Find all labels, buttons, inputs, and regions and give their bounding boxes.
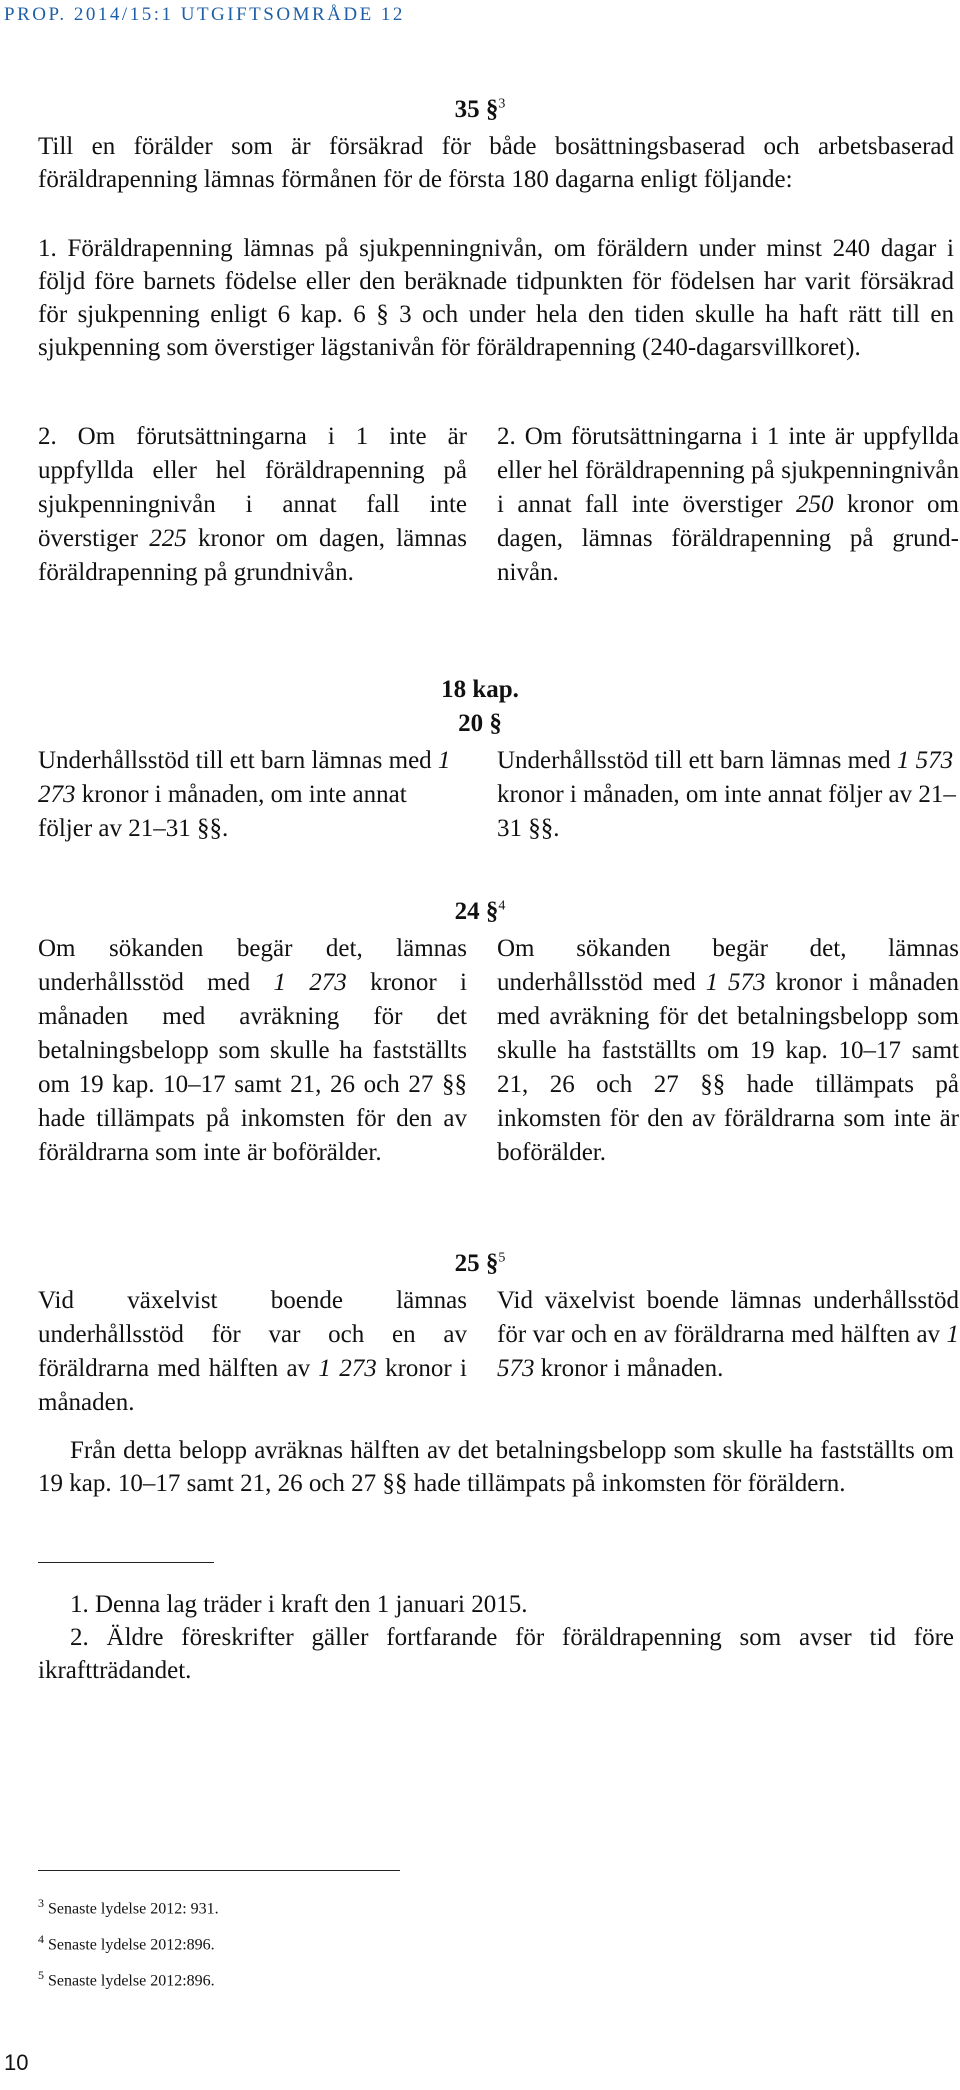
section-25-label: 25 § <box>454 1250 499 1277</box>
section-heading-35 <box>0 96 960 124</box>
footnote-5-num: 5 <box>38 1968 44 1982</box>
new-wording-25 <box>497 1284 959 1386</box>
footnote-ref-4: 4 <box>498 898 506 914</box>
item1-text: 1. Föräldrapenning lämnas på sjukpenningnivån, om föräldern under minst 240 dagar i följd före barnets födelse eller den beräknade tidpunkten för födelsen har varit försäkrad för sjukpenning enligt 6 kap. 6 § 3 och under hela den tiden skulle ha haft rätt till en sjukpenning som överstiger lägstanivån för föräldrapenning (240-dagarsvillkoret). <box>38 235 954 361</box>
new-item2-text-b: kronor om dagen, lämnas föräldrapenning på grundnivån. <box>497 491 959 586</box>
old-24-text-b: kronor i månaden med avräkning för det betalningsbelopp som skulle ha fastställts om 19 kap. 10–17 samt 21, 26 och 27 §§ hade tillämpats på inkomsten för den av föräldrarna som inte är boförälder. <box>38 969 467 1166</box>
old-20-text-b: kronor i månaden, om inte annat följer av 21–31 §§. <box>38 781 407 842</box>
new-wording-20 <box>497 744 959 846</box>
running-header: PROP. 2014/15:1 UTGIFTSOMRÅDE 12 <box>4 4 405 25</box>
old-20-amount: 1 273 <box>38 747 451 808</box>
new-24-amount: 1 573 <box>705 969 766 996</box>
new-25-text-a: Vid växelvist boende lämnas underhållsstöd för var och en av föräldrarna med hälften av <box>497 1287 959 1348</box>
old-wording-20 <box>38 744 467 846</box>
section-heading-25 <box>0 1250 960 1278</box>
transition-provisions <box>38 1588 954 1687</box>
section-35-intro <box>38 130 954 196</box>
new-wording-35-item2 <box>497 420 959 590</box>
section-heading-24 <box>0 898 960 926</box>
new-24-text-b: kronor i månaden med avräkning för det betalningsbelopp som skulle ha fastställts om 19 kap. 10–17 samt 21, 26 och 27 §§ hade tillämpats på inkomsten för den av föräldrarna som inte är boförälder. <box>497 969 959 1166</box>
old-25-amount: 1 273 <box>318 1355 377 1382</box>
footnote-ref-3: 3 <box>498 96 506 112</box>
old-24-amount: 1 273 <box>273 969 347 996</box>
new-20-text-b: kronor i månaden, om inte annat följer av 21–31 §§. <box>497 781 956 842</box>
old-amount-225: 225 <box>149 525 187 552</box>
footnote-3-num: 3 <box>38 1896 44 1910</box>
transition-divider <box>38 1562 214 1563</box>
new-amount-250: 250 <box>796 491 834 518</box>
section-25-common <box>38 1434 954 1500</box>
section-35-label: 35 § <box>454 96 499 123</box>
old-wording-24 <box>38 932 467 1170</box>
chapter-18-heading: 18 kap. <box>441 676 519 703</box>
old-item2-text-b: kronor om dagen, lämnas föräldrapenning på grundnivån. <box>38 525 467 586</box>
footnote-divider <box>38 1870 400 1871</box>
common-text: Från detta belopp avräknas hälften av det betalningsbelopp som skulle ha fastställts om 19 kap. 10–17 samt 21, 26 och 27 §§ hade tillämpats på inkomsten för föräldern. <box>38 1437 954 1497</box>
new-wording-24 <box>497 932 959 1170</box>
old-item2-text-a: 2. Om förutsättningarna i 1 inte är uppfyllda eller hel föräldrapenning på sjukpenningnivån i annat fall inte överstiger <box>38 423 467 552</box>
intro-text: Till en förälder som är försäkrad för både bosättningsbaserad och arbetsbaserad föräldrapenning lämnas förmånen för de första 180 dagarna enligt följande: <box>38 133 954 193</box>
old-25-text-b: kronor i månaden. <box>38 1355 467 1416</box>
old-wording-35-item2 <box>38 420 467 590</box>
transition-1: 1. Denna lag träder i kraft den 1 januari 2015. <box>70 1591 528 1618</box>
new-24-text-a: Om sökanden begär det, lämnas underhållsstöd med <box>497 935 959 996</box>
footnote-5-text: Senaste lydelse 2012:896. <box>48 1972 215 1990</box>
footnote-4-text: Senaste lydelse 2012:896. <box>48 1936 215 1954</box>
new-item2-text-a: 2. Om förutsättningarna i 1 inte är uppfyllda eller hel föräldrapenning på sjukpenningnivån i annat fall inte överstiger <box>497 423 959 518</box>
new-20-text-a: Underhållsstöd till ett barn lämnas med <box>497 747 897 774</box>
footnote-3-text: Senaste lydelse 2012: 931. <box>48 1900 219 1918</box>
section-heading-20: 20 § <box>458 710 502 737</box>
footnote-ref-5: 5 <box>498 1250 506 1266</box>
footnote-5 <box>38 1964 215 1992</box>
old-20-text-a: Underhållsstöd till ett barn lämnas med <box>38 747 438 774</box>
new-25-amount: 1 573 <box>497 1321 959 1382</box>
section-24-label: 24 § <box>454 898 499 925</box>
footnote-3 <box>38 1892 219 1920</box>
new-20-amount: 1 573 <box>896 747 954 774</box>
old-24-text-a: Om sökanden begär det, lämnas underhållsstöd med <box>38 935 467 996</box>
old-25-text-a: Vid växelvist boende lämnas underhållsstöd för var och en av föräldrarna med hälften av <box>38 1287 467 1382</box>
section-35-item1 <box>38 232 954 364</box>
transition-2: 2. Äldre föreskrifter gäller fortfarande för föräldrapenning som avser tid före ikraftträdandet. <box>38 1624 954 1684</box>
new-25-text-b: kronor i månaden. <box>534 1355 724 1382</box>
footnote-4-num: 4 <box>38 1932 44 1946</box>
footnote-4 <box>38 1928 215 1956</box>
old-wording-25 <box>38 1284 467 1420</box>
page-number: 10 <box>4 2050 29 2075</box>
